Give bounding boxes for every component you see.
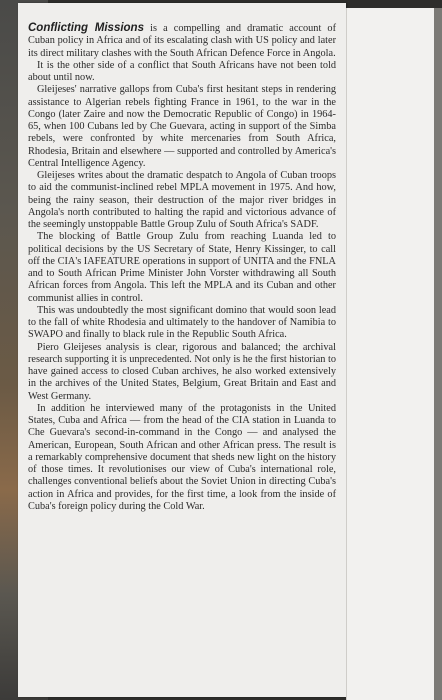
blurb-paragraph-4: Gleijeses writes about the dramatic despatch to Angola of Cuban troops to aid the communist-inclined rebel MPLA movement in 1975. And how, being the rainy season, their destruction of the major river bridges in Angola's north contributed to halting the rapid and victorious advance of the seemingly unstoppable Battle Group Zulu of South Africa's SADF. xyxy=(28,170,336,230)
blurb-paragraph-5: The blocking of Battle Group Zulu from reaching Luanda led to political decisions by the US Secretary of State, Henry Kissinger, to call off the CIA's IAFEATURE operations in support of UNITA and the FNLA and to South African Prime Minister John Vorster withdrawing all South African forces from Angola. This left the MPLA and its Cuban and other communist allies in control. xyxy=(28,231,336,304)
book-blurb xyxy=(28,22,336,513)
blurb-paragraph-3: Gleijeses' narrative gallops from Cuba's first hesitant steps in rendering assistance to Algerian rebels fighting France in 1961, to the war in the Congo (later Zaire and now the Democratic Republic of Congo) in 1964-65, when 100 Cubans led by Che Guevara, acting in support of the Simba rebels, were confronted by white mercenaries from South Africa, Rhodesia, Britain and elsewhere — supported and controlled by America's Central Intelligence Agency. xyxy=(28,84,336,169)
blurb-paragraph-7: Piero Gleijeses analysis is clear, rigorous and balanced; the archival research supporting it is unprecedented. Not only is he the first historian to have gained access to closed Cuban archives, he also worked extensively in the archives of the United States, Belgium, Great Britain and East and West Germany. xyxy=(28,341,336,402)
blurb-paragraph-2: It is the other side of a conflict that South Africans have not been told about until now. xyxy=(28,59,336,83)
blurb-paragraph-8: In addition he interviewed many of the protagonists in the United States, Cuba and Africa — from the head of the CIA station in Luanda to Che Guevara's second-in-command in the Congo — and analysed the American, European, South African and other African press. The result is a remarkably comprehensive document that sheds new light on the history of those times. It revolutionises our view of Cuba's international role, challenges conventional beliefs about the Soviet Union in directing Cuba's action in Africa and provides, for the first time, a look from the inside of Cuba's foreign policy during the Cold War. xyxy=(28,402,336,512)
blurb-paragraph-6: This was undoubtedly the most significant domino that would soon lead to the fall of white Rhodesia and ultimately to the handover of Namibia to SWAPO and finally to black rule in the Republic South Africa. xyxy=(28,304,336,341)
blurb-paragraph-1-text: is a compelling and dramatic account of Cuban policy in Africa and of its escalating clash with US policy and later its direct military clashes with the South African Defence Force in Angola. xyxy=(28,23,336,59)
cover-flap xyxy=(346,8,435,700)
flap-edge xyxy=(434,8,442,700)
book-title: Conflicting Missions xyxy=(28,22,144,34)
blurb-paragraph-1 xyxy=(28,22,336,60)
